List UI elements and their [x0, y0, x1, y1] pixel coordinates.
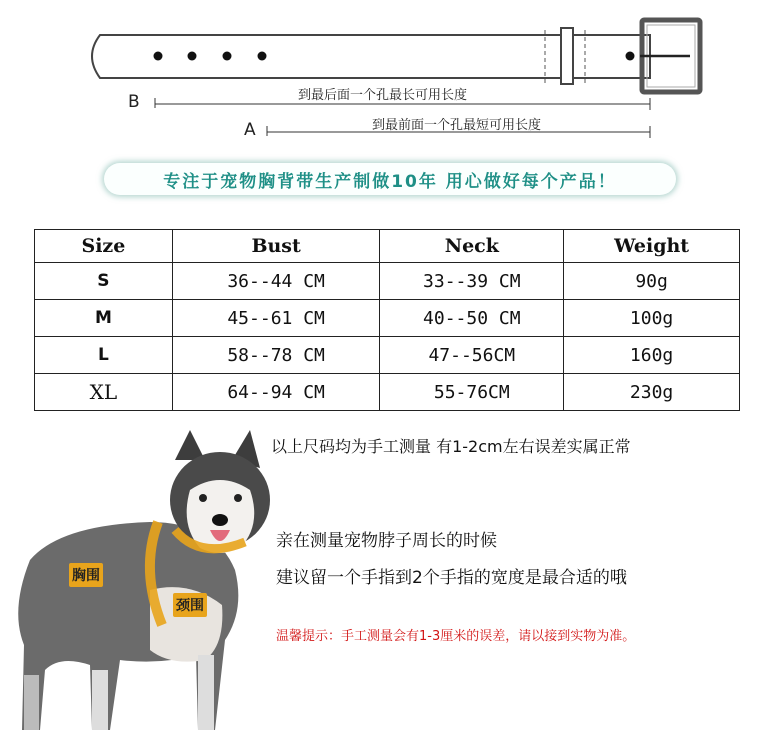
header-weight: Weight [564, 230, 740, 263]
weight-cell: 100g [564, 300, 740, 337]
dog-nose [212, 514, 228, 526]
note-measure-neck: 亲在测量宠物脖子周长的时候 [276, 531, 497, 551]
weight-cell: 160g [564, 337, 740, 374]
size-table [34, 229, 740, 411]
neck-cell: 55-76CM [380, 374, 564, 411]
dimension-a-letter: A [244, 120, 256, 140]
table-header-row [35, 230, 740, 263]
bust-cell: 36--44 CM [172, 263, 380, 300]
dimension-b-letter: B [128, 92, 140, 112]
slogan-banner [104, 163, 676, 195]
dog-ear [175, 430, 205, 460]
belt-hole [626, 52, 635, 61]
size-cell: L [35, 337, 173, 374]
header-bust: Bust [172, 230, 380, 263]
belt-hole [258, 52, 267, 61]
dog-eye [199, 494, 207, 502]
neck-cell: 47--56CM [380, 337, 564, 374]
belt-hole [223, 52, 232, 61]
neck-cell: 40--50 CM [380, 300, 564, 337]
header-size: Size [35, 230, 173, 263]
bust-cell: 64--94 CM [172, 374, 380, 411]
neck-cell: 33--39 CM [380, 263, 564, 300]
note-measurement-error: 以上尺码均为手工测量 有1-2cm左右误差实属正常 [271, 437, 631, 456]
belt-hole [188, 52, 197, 61]
chest-girth-tag: 胸围 [69, 563, 103, 587]
size-cell: S [35, 263, 173, 300]
dog-illustration [0, 430, 270, 745]
bust-cell: 45--61 CM [172, 300, 380, 337]
slogan-text: 专注于宠物胸背带生产制做10年 用心做好每个产品！ [163, 171, 617, 192]
dimension-b-text: 到最后面一个孔最长可用长度 [298, 88, 468, 103]
belt-keeper [561, 28, 573, 84]
weight-cell: 90g [564, 263, 740, 300]
size-cell: XL [35, 374, 173, 411]
dimension-a-text: 到最前面一个孔最短可用长度 [372, 118, 542, 133]
note-finger-advice: 建议留一个手指到2个手指的宽度是最合适的哦 [276, 568, 627, 588]
belt-hole [154, 52, 163, 61]
table-row [35, 263, 740, 300]
dog-eye [234, 494, 242, 502]
size-cell: M [35, 300, 173, 337]
header-neck: Neck [380, 230, 564, 263]
table-row [35, 374, 740, 411]
table-row [35, 300, 740, 337]
neck-girth-tag: 颈围 [173, 593, 207, 617]
weight-cell: 230g [564, 374, 740, 411]
bust-cell: 58--78 CM [172, 337, 380, 374]
table-row [35, 337, 740, 374]
warning-text: 温馨提示：手工测量会有1-3厘米的误差，请以接到实物为准。 [276, 629, 636, 644]
